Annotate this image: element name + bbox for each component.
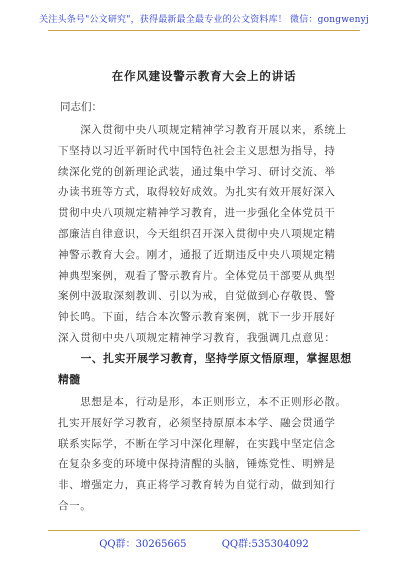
page-footer [0,535,408,550]
page-header: 关注头条号"公文研究"，获得最新最全最专业的公文资料库！ 微信：gongwenyj [39,15,369,25]
text-line: 钟长鸣。下面，结合本次警示教育案例，就下一步开展好 [58,311,336,324]
header-divider [48,30,360,31]
heading-line: 一、扎实开展学习教育，坚持学原文悟原理，掌握思想 [58,352,352,365]
text-line: 深入贯彻中央八项规定精神学习教育开展以来，系统上 [58,124,347,136]
text-line: 思想是本，行动是形，本正则形立，本不正则形必散。 [58,396,347,408]
text-line: 联系实际学，不断在学习中深化理解，在实践中坚定信念 [58,437,336,450]
text-line: 合一。 [58,499,92,512]
footer-qq-group-2: QQ群:535304092 [221,539,309,550]
text-line: 案例中汲取深刻教训、引以为戒，自觉做到心存敬畏、警 [58,290,336,303]
text-line: 续深化党的创新理论武装，通过集中学习、研讨交流、举 [58,165,336,178]
footer-divider [48,530,360,531]
paragraph-2 [58,392,358,517]
text-line: 贯彻中央八项规定精神学习教育，进一步强化全体党员干 [58,207,336,220]
text-line: 部廉洁自律意识，今天组织召开深入贯彻中央八项规定精 [58,227,336,240]
text-line: 扎实开展好学习教育，必须坚持原原本本学、融会贯通学 [58,416,336,429]
text-line: 下坚持以习近平新时代中国特色社会主义思想为指导，持 [58,144,336,157]
paragraph-1 [58,120,358,349]
heading-line: 精髓 [58,373,81,386]
salutation: 同志们： [60,101,102,113]
document-title: 在作风建设警示教育大会上的讲话 [111,69,297,83]
text-line: 神典型案例，观看了警示教育片。全体党员干部要从典型 [58,269,336,282]
text-line: 神警示教育大会。刚才，通报了近期违反中央八项规定精 [58,248,336,261]
text-line: 在复杂多变的环境中保持清醒的头脑，锤炼党性、明辨是 [58,458,336,471]
text-line: 办读书班等方式，取得较好成效。为扎实有效开展好深入 [58,186,336,199]
text-line: 深入贯彻中央八项规定精神学习教育，我强调几点意见： [58,331,336,344]
text-line: 非、增强定力，真正将学习教育转为自觉行动，做到知行 [58,479,336,492]
footer-qq-group-1: QQ群：30265665 [99,539,187,550]
section-heading-1 [58,348,358,390]
